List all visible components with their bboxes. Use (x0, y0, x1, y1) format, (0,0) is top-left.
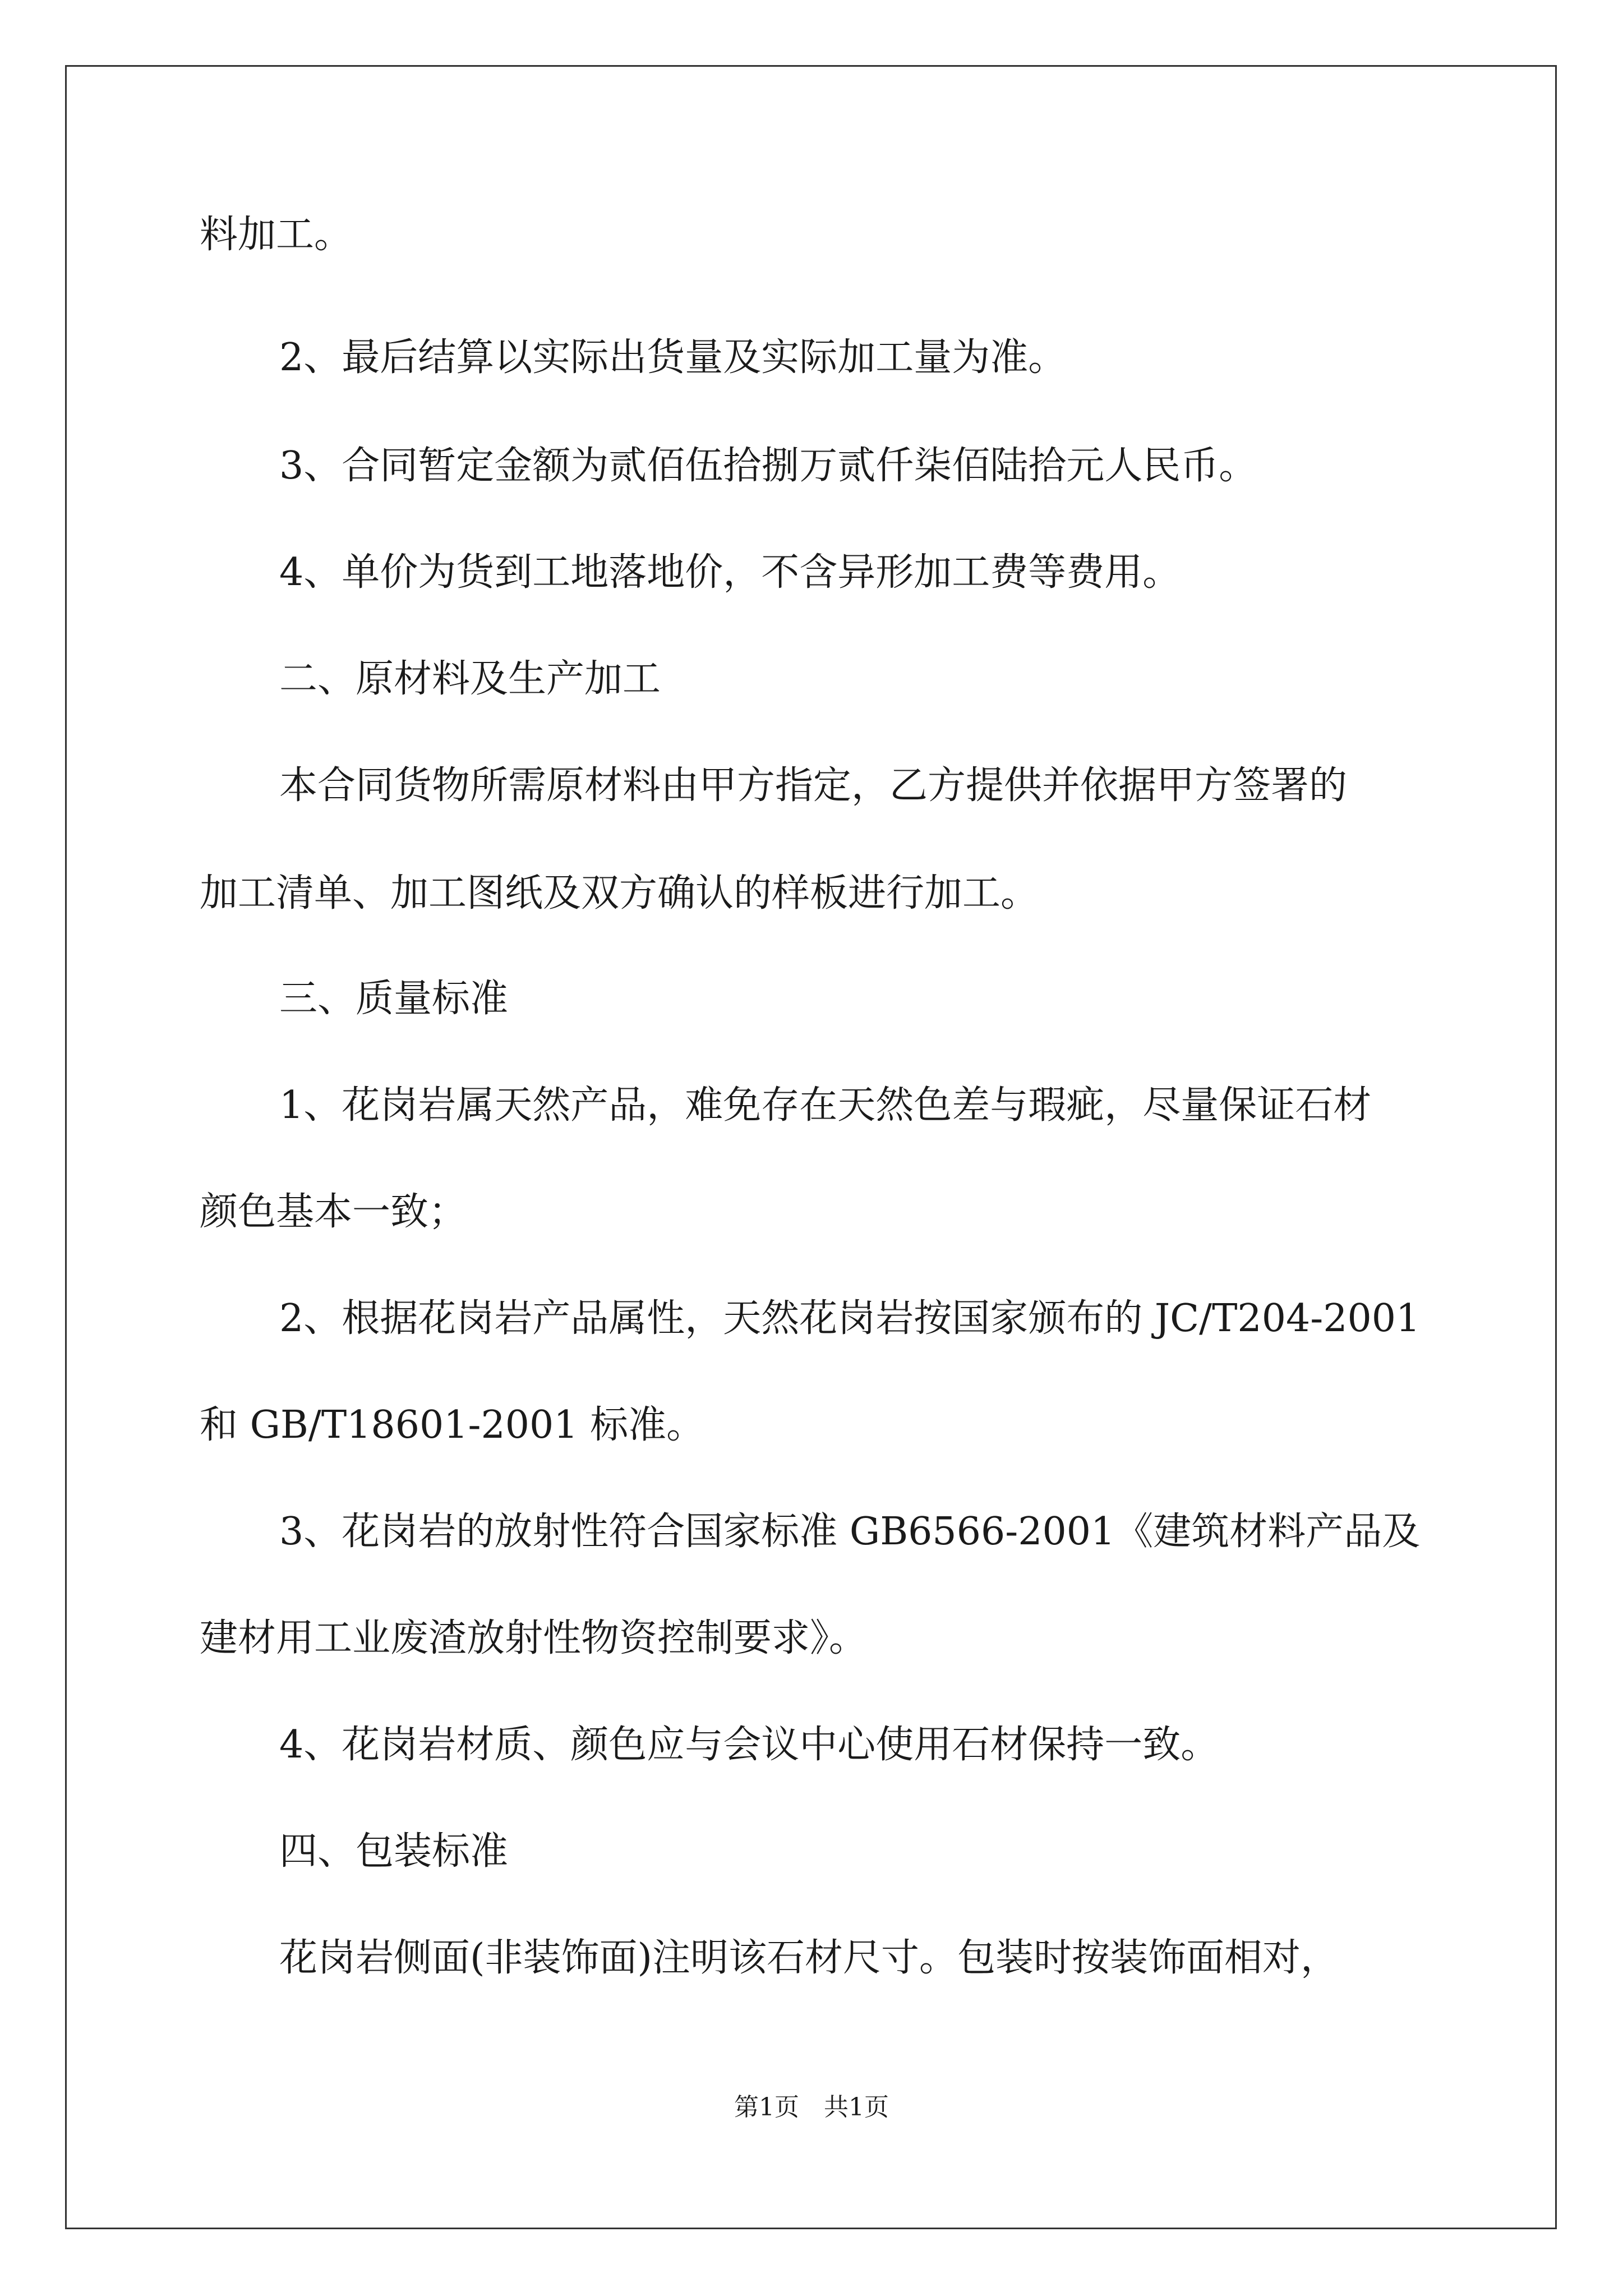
paragraph-line: 建材用工业废渣放射性物资控制要求》。 (200, 1616, 868, 1660)
paragraph-line: 2、最后结算以实际出货量及实际加工量为准。 (279, 335, 1067, 380)
paragraph-line: 4、单价为货到工地落地价，不含异形加工费等费用。 (279, 550, 1181, 595)
paragraph-line: 1、花岗岩属天然产品，难免存在天然色差与瑕疵，尽量保证石材 (279, 1083, 1372, 1128)
paragraph-line: 料加工。 (200, 213, 353, 257)
paragraph-line: 3、合同暂定金额为贰佰伍拾捌万贰仟柒佰陆拾元人民币。 (279, 444, 1257, 488)
paragraph-line: 加工清单、加工图纸及双方确认的样板进行加工。 (200, 871, 1039, 915)
paragraph-line: 本合同货物所需原材料由甲方指定，乙方提供并依据甲方签署的 (279, 763, 1348, 808)
page-border (65, 65, 1557, 2229)
paragraph-line: 和 GB/T18601-2001 标准。 (200, 1403, 705, 1447)
page-number-footer: 第1页 共1页 (734, 2093, 889, 2122)
paragraph-line: 3、花岗岩的放射性符合国家标准 GB6566-2001《建筑材料产品及 (279, 1510, 1421, 1554)
paragraph-line: 颜色基本一致； (200, 1190, 467, 1234)
paragraph-line: 2、根据花岗岩产品属性，天然花岗岩按国家颁布的 JC/T204-2001 (279, 1296, 1421, 1341)
section-heading: 四、包装标准 (279, 1829, 509, 1874)
section-heading: 二、原材料及生产加工 (279, 657, 661, 701)
paragraph-line: 4、花岗岩材质、颜色应与会议中心使用石材保持一致。 (279, 1723, 1219, 1767)
section-heading: 三、质量标准 (279, 977, 509, 1021)
paragraph-line: 花岗岩侧面(非装饰面)注明该石材尺寸。包装时按装饰面相对， (279, 1936, 1339, 1980)
